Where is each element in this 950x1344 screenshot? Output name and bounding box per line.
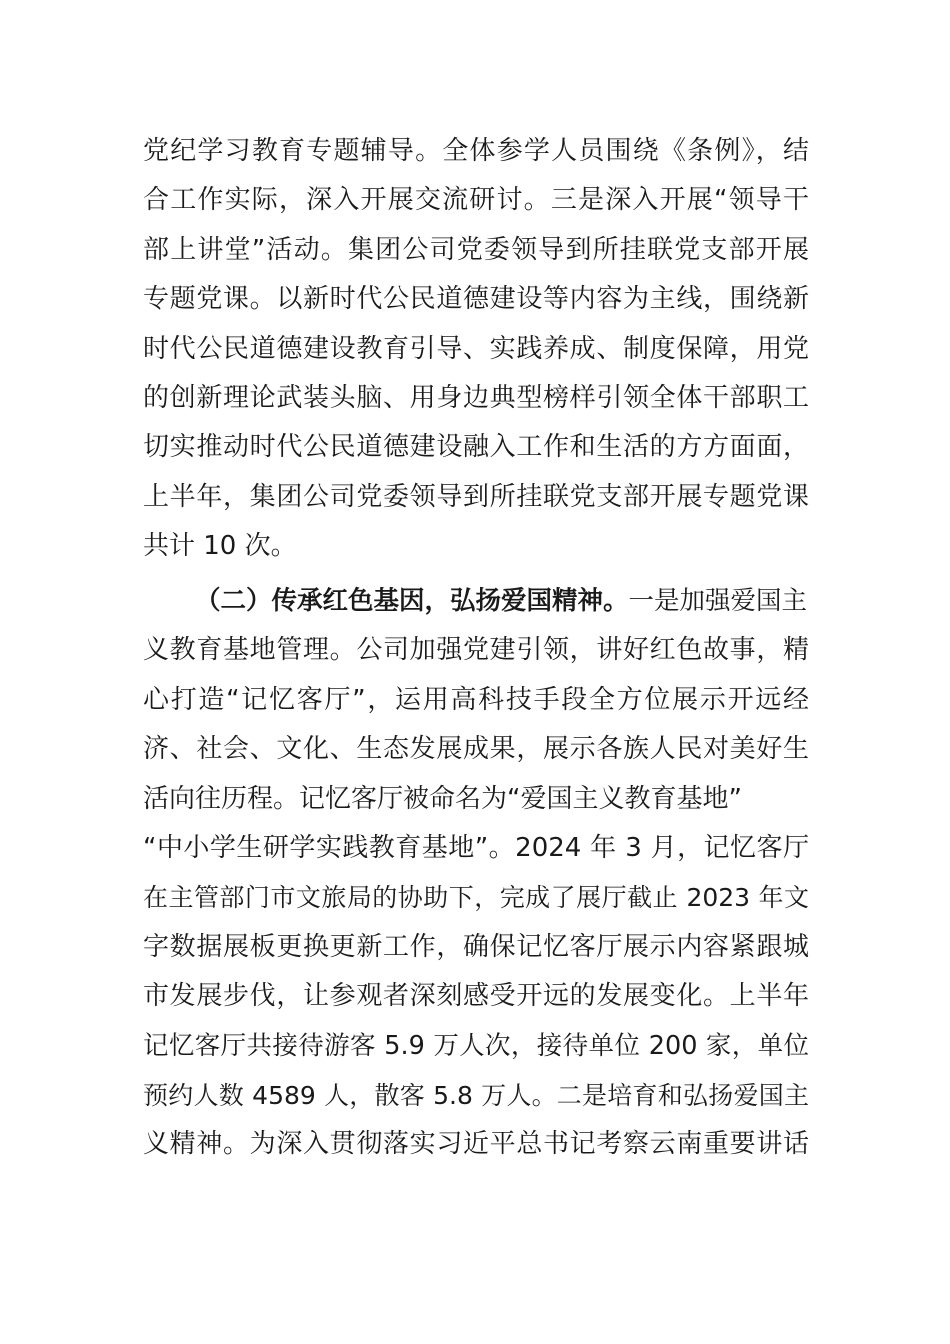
section-heading: （二）传承红色基因，弘扬爱国精神。: [195, 586, 629, 616]
paragraph-line: “中小学生研学实践教育基地”。2024 年 3 月，记忆客厅: [143, 832, 809, 863]
paragraph-1: [143, 127, 809, 572]
paragraph-line: 义教育基地管理。公司加强党建引领，讲好红色故事，精: [143, 635, 809, 666]
paragraph-line: 义精神。为深入贯彻落实习近平总书记考察云南重要讲话: [143, 1129, 809, 1160]
paragraph-2: [143, 577, 809, 1170]
paragraph-line: 合工作实际，深入开展交流研讨。三是深入开展“领导干: [143, 185, 809, 216]
paragraph-line: 共计 10 次。: [143, 531, 297, 562]
paragraph-line: 党纪学习教育专题辅导。全体参学人员围绕《条例》，结: [143, 136, 809, 166]
paragraph-line: 字数据展板更换更新工作，确保记忆客厅展示内容紧跟城: [143, 931, 809, 962]
paragraph-line: 预约人数 4589 人，散客 5.8 万人。二是培育和弘扬爱国主: [143, 1080, 809, 1110]
paragraph-line: 在主管部门市文旅局的协助下，完成了展厅截止 2023 年文: [143, 883, 809, 913]
paragraph-line: 上半年，集团公司党委领导到所挂联党支部开展专题党课: [143, 481, 809, 512]
paragraph-line: 活向往历程。记忆客厅被命名为“爱国主义教育基地”: [143, 783, 742, 814]
paragraph-line: 市发展步伐，让参观者深刻感受开远的发展变化。上半年: [143, 981, 809, 1012]
paragraph-text: 一是加强爱国主: [628, 586, 808, 616]
paragraph-line: 济、社会、文化、生态发展成果，展示各族人民对美好生: [143, 734, 809, 765]
paragraph-line: 切实推动时代公民道德建设融入工作和生活的方方面面，: [143, 432, 809, 463]
paragraph-line: 的创新理论武装头脑、用身边典型榜样引领全体干部职工: [143, 382, 809, 413]
paragraph-line: 心打造“记忆客厅”，运用高科技手段全方位展示开远经: [143, 684, 809, 715]
paragraph-line: 部上讲堂”活动。集团公司党委领导到所挂联党支部开展: [143, 234, 809, 265]
paragraph-first-line: [143, 577, 809, 626]
paragraph-line: 记忆客厅共接待游客 5.9 万人次，接待单位 200 家，单位: [143, 1030, 809, 1061]
paragraph-line: 专题党课。以新时代公民道德建设等内容为主线，围绕新: [143, 284, 809, 315]
paragraph-line: 时代公民道德建设教育引导、实践养成、制度保障，用党: [143, 333, 809, 364]
